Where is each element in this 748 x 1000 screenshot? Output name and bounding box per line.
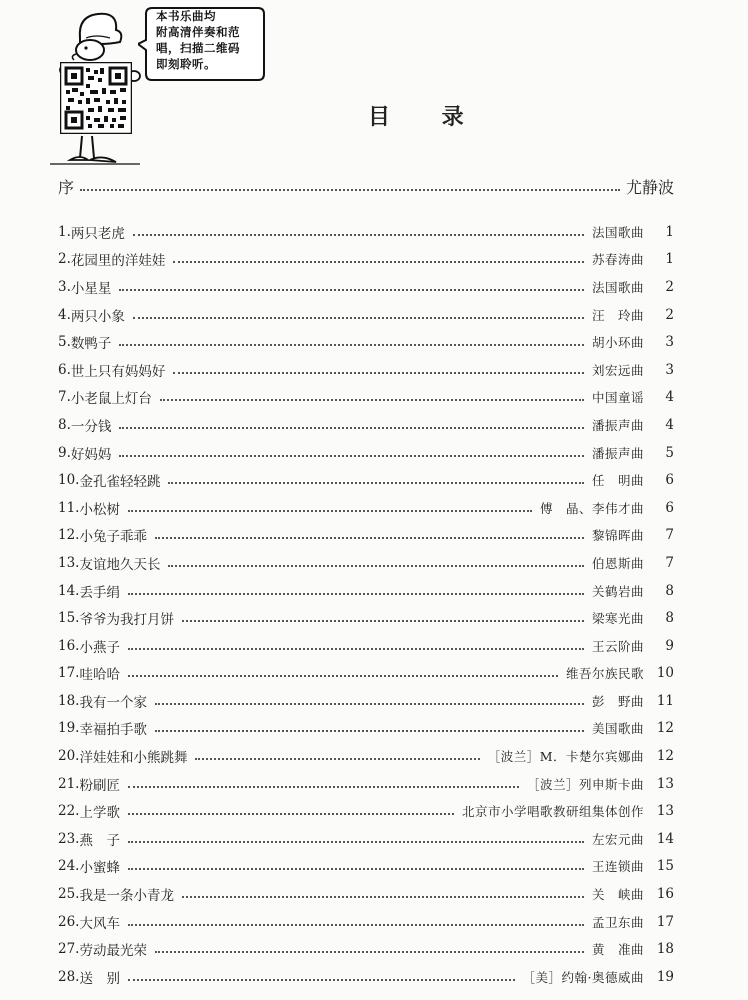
entry-title: 燕 子 [79, 832, 120, 849]
toc-entry[interactable] [58, 797, 674, 825]
entry-number: 6. [58, 361, 71, 378]
entry-composer: 潘振声曲 [591, 445, 644, 461]
entry-page-number: 8 [665, 582, 674, 599]
entry-composer: 任 明曲 [591, 473, 644, 489]
entry-title: 丢手绢 [79, 584, 120, 601]
entry-composer: 北京市小学唱歌教研组集体创作 [461, 804, 644, 820]
entry-page-number: 15 [656, 858, 674, 875]
entry-composer: 维吾尔族民歌 [565, 666, 644, 682]
entry-title: 一分钱 [70, 418, 112, 435]
leader-dots [128, 786, 519, 788]
page-title: 目 录 [367, 105, 486, 130]
entry-title: 小老鼠上灯台 [70, 391, 152, 408]
leader-dots [119, 289, 584, 291]
entry-title: 上学歌 [79, 805, 120, 822]
entry-number: 4. [58, 306, 71, 323]
leader-dots [133, 234, 584, 236]
leader-dots [133, 317, 584, 319]
entry-composer: 王云阶曲 [591, 638, 644, 654]
entry-number: 3. [58, 278, 71, 295]
toc-entry[interactable] [58, 218, 674, 246]
leader-dots [160, 399, 584, 401]
entry-title: 数鸭子 [70, 336, 112, 353]
entry-page-number: 12 [656, 748, 674, 765]
entry-page-number: 2 [665, 306, 674, 323]
entry-page-number: 17 [656, 913, 674, 930]
entry-number: 9. [58, 444, 71, 461]
entry-number: 10. [58, 472, 80, 489]
entry-page-number: 4 [665, 389, 674, 406]
entry-page-number: 4 [665, 416, 674, 433]
preface-label: 序 [58, 178, 75, 197]
entry-composer: 关 峡曲 [591, 887, 644, 903]
toc-entry[interactable] [58, 825, 674, 853]
entry-title: 爷爷为我打月饼 [79, 612, 174, 629]
entry-title: 世上只有妈妈好 [70, 363, 166, 380]
entry-page-number: 12 [656, 720, 674, 737]
toc-entry[interactable] [58, 577, 674, 605]
entry-number: 18. [58, 692, 80, 709]
leader-dots [128, 510, 532, 512]
entry-number: 1. [58, 223, 71, 240]
toc-entry[interactable] [58, 439, 674, 467]
toc-entry[interactable] [58, 246, 674, 274]
leader-dots [173, 261, 584, 263]
leader-dots [155, 730, 584, 732]
leader-dots [119, 344, 584, 346]
entry-composer: 关鹤岩曲 [591, 583, 644, 599]
entry-title: 友谊地久天长 [79, 556, 161, 573]
toc-entry[interactable] [58, 328, 674, 356]
leader-dots [128, 868, 584, 870]
leader-dots [119, 427, 584, 429]
toc-entry[interactable] [58, 742, 674, 770]
entry-page-number: 16 [656, 886, 674, 903]
toc-entry[interactable] [58, 522, 674, 550]
entry-number: 19. [58, 720, 80, 737]
entry-page-number: 1 [665, 223, 674, 240]
entry-page-number: 9 [665, 637, 674, 654]
entry-composer: ［美］约翰·奥德威曲 [522, 969, 644, 985]
leader-dots [128, 924, 584, 926]
entry-page-number: 3 [665, 334, 674, 351]
entry-number: 13. [58, 554, 80, 571]
entry-composer: 苏春涛曲 [591, 252, 644, 268]
toc-entry[interactable] [58, 273, 674, 301]
entry-page-number: 5 [665, 444, 674, 461]
toc-entry[interactable] [58, 687, 674, 715]
entry-composer: 中国童谣 [591, 390, 644, 406]
entry-number: 11. [58, 499, 80, 516]
toc-entry[interactable] [58, 963, 674, 991]
preface-author: 尤静波 [625, 178, 674, 197]
entry-composer: 法国歌曲 [591, 224, 644, 240]
entry-composer: 胡小环曲 [591, 335, 644, 351]
entry-composer: 伯恩斯曲 [591, 555, 644, 571]
entry-number: 12. [58, 527, 80, 544]
entry-composer: 傅 晶、李伟才曲 [539, 500, 644, 516]
entry-page-number: 2 [665, 278, 674, 295]
entry-composer: 左宏元曲 [591, 831, 644, 847]
entry-number: 17. [58, 665, 80, 682]
entry-number: 25. [58, 886, 80, 903]
entry-title: 我是一条小青龙 [79, 888, 174, 905]
leader-dots [80, 189, 620, 191]
entry-number: 14. [58, 582, 80, 599]
entry-number: 28. [58, 968, 80, 985]
entry-page-number: 8 [665, 610, 674, 627]
entry-title: 劳动最光荣 [79, 943, 147, 960]
leader-dots [128, 979, 515, 981]
leader-dots [195, 758, 479, 760]
entry-page-number: 13 [656, 803, 674, 820]
entry-title: 洋娃娃和小熊跳舞 [79, 750, 188, 767]
entry-title: 两只小象 [70, 308, 125, 325]
entry-number: 16. [58, 637, 80, 654]
entry-title: 我有一个家 [79, 694, 147, 711]
entry-composer: 孟卫东曲 [591, 914, 644, 930]
leader-dots [155, 703, 584, 705]
entry-page-number: 6 [665, 472, 674, 489]
entry-title: 小星星 [70, 280, 112, 297]
toc-entry[interactable] [58, 494, 674, 522]
entry-composer: 黄 准曲 [591, 942, 644, 958]
entry-title: 小兔子乖乖 [79, 529, 147, 546]
entry-number: 27. [58, 941, 80, 958]
toc-entry[interactable] [58, 880, 674, 908]
entry-title: 好妈妈 [70, 446, 112, 463]
leader-dots [128, 841, 584, 843]
entry-number: 8. [58, 416, 71, 433]
entry-number: 26. [58, 913, 80, 930]
entry-page-number: 14 [656, 830, 674, 847]
leader-dots [119, 455, 584, 457]
toc-entry[interactable] [58, 908, 674, 936]
entry-composer: 王连锁曲 [591, 859, 644, 875]
leader-dots [168, 565, 584, 567]
leader-dots [155, 951, 584, 953]
entry-number: 15. [58, 610, 80, 627]
entry-page-number: 6 [665, 499, 674, 516]
entry-composer: 汪 玲曲 [591, 307, 644, 323]
leader-dots [168, 482, 584, 484]
entry-composer: 法国歌曲 [591, 279, 644, 295]
toc-preface[interactable] [58, 175, 674, 199]
qr-hint-text: 本书乐曲均 附高清伴奏和范 唱，扫描二维码 即刻聆听。 [156, 9, 240, 71]
entry-number: 2. [58, 251, 71, 268]
leader-dots [128, 675, 558, 677]
entry-composer: 梁寒光曲 [591, 611, 644, 627]
toc-entry[interactable] [58, 935, 674, 963]
leader-dots [182, 896, 584, 898]
toc-entry[interactable] [58, 715, 674, 743]
entry-composer: 彭 野曲 [591, 693, 644, 709]
entry-page-number: 1 [665, 251, 674, 268]
entry-title: 金孔雀轻轻跳 [79, 474, 161, 491]
entry-title: 粉刷匠 [79, 777, 120, 794]
entry-title: 小蜜蜂 [79, 860, 120, 877]
toc-entry[interactable] [58, 301, 674, 329]
leader-dots [173, 372, 584, 374]
entry-page-number: 10 [656, 665, 674, 682]
entry-page-number: 7 [665, 554, 674, 571]
toc-entry[interactable] [58, 549, 674, 577]
toc-entry[interactable] [58, 770, 674, 798]
entry-page-number: 13 [656, 775, 674, 792]
entry-title: 大风车 [79, 915, 120, 932]
entry-number: 24. [58, 858, 80, 875]
entry-title: 幸福拍手歌 [79, 722, 147, 739]
leader-dots [128, 593, 584, 595]
leader-dots [128, 648, 584, 650]
entry-title: 哇哈哈 [79, 667, 120, 684]
entry-composer: ［波兰］M．卡楚尔宾娜曲 [487, 749, 644, 765]
entry-title: 送 别 [79, 970, 120, 987]
entry-title: 两只老虎 [70, 225, 125, 242]
entry-number: 23. [58, 830, 80, 847]
toc-entry[interactable] [58, 466, 674, 494]
entry-title: 小松树 [79, 501, 120, 518]
entry-number: 7. [58, 389, 71, 406]
entry-composer: 美国歌曲 [591, 721, 644, 737]
entry-composer: ［波兰］列申斯卡曲 [526, 776, 644, 792]
entry-number: 5. [58, 334, 71, 351]
toc-entry[interactable] [58, 384, 674, 412]
entry-title: 花园里的洋娃娃 [70, 253, 166, 270]
entry-composer: 黎锦晖曲 [591, 528, 644, 544]
entry-page-number: 3 [665, 361, 674, 378]
entry-page-number: 19 [656, 968, 674, 985]
leader-dots [155, 537, 584, 539]
toc-entry[interactable] [58, 660, 674, 688]
entry-composer: 潘振声曲 [591, 417, 644, 433]
entry-composer: 刘宏远曲 [591, 362, 644, 378]
toc-entry[interactable] [58, 853, 674, 881]
entry-number: 21. [58, 775, 80, 792]
toc-entry[interactable] [58, 356, 674, 384]
entry-page-number: 11 [656, 692, 674, 709]
toc-entry[interactable] [58, 604, 674, 632]
entry-number: 22. [58, 803, 80, 820]
entry-page-number: 18 [656, 941, 674, 958]
toc-entry[interactable] [58, 632, 674, 660]
entry-number: 20. [58, 748, 80, 765]
toc-entry[interactable] [58, 411, 674, 439]
leader-dots [182, 620, 584, 622]
leader-dots [128, 813, 454, 815]
entry-title: 小燕子 [79, 639, 120, 656]
toc-list [58, 218, 674, 991]
entry-page-number: 7 [665, 527, 674, 544]
